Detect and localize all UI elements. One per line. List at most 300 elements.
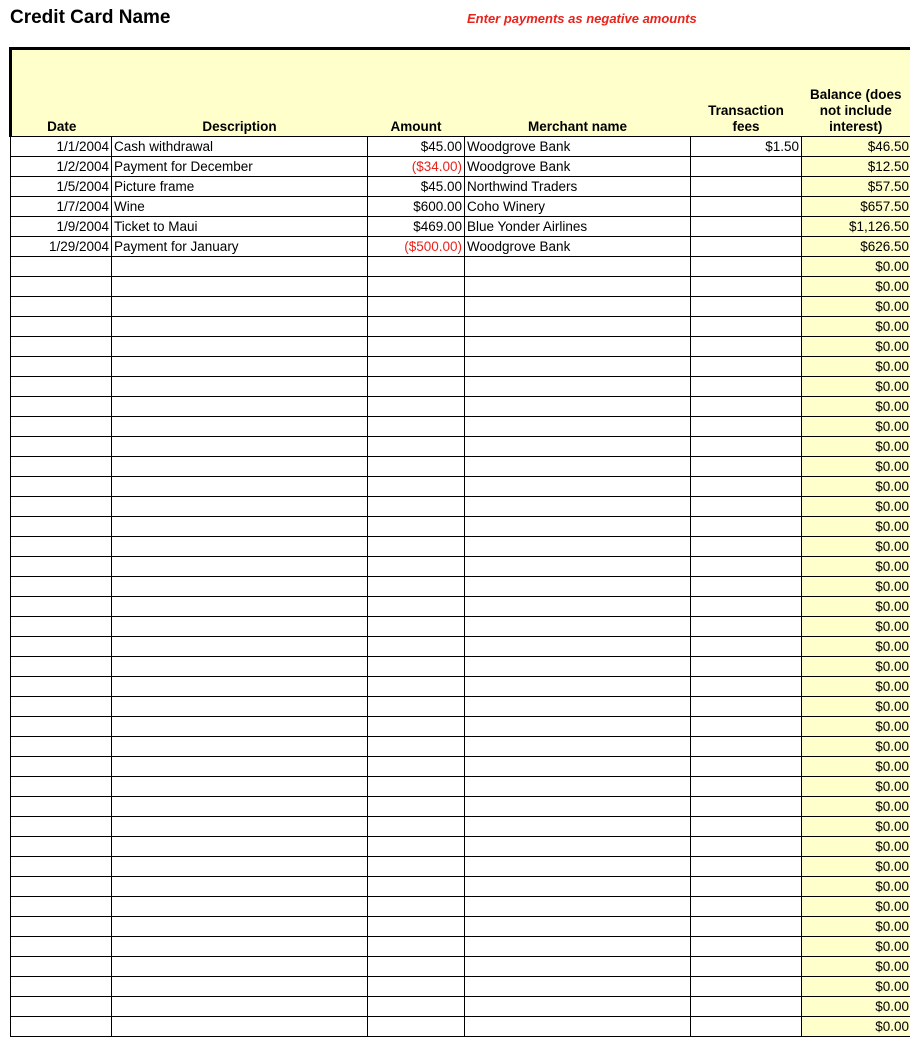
fees-cell[interactable] (691, 497, 802, 517)
amount-cell[interactable] (368, 737, 465, 757)
fees-cell[interactable] (691, 597, 802, 617)
amount-cell[interactable]: $45.00 (368, 137, 465, 157)
description-cell[interactable] (112, 977, 368, 997)
description-cell[interactable] (112, 817, 368, 837)
empty-row (11, 797, 911, 817)
balance-cell[interactable]: $0.00 (802, 257, 911, 277)
fees-cell[interactable] (691, 877, 802, 897)
description-cell[interactable] (112, 997, 368, 1017)
amount-cell[interactable] (368, 297, 465, 317)
fees-cell[interactable] (691, 457, 802, 477)
amount-cell[interactable]: ($34.00) (368, 157, 465, 177)
empty-row (11, 377, 911, 397)
merchant-cell[interactable] (465, 737, 691, 757)
date-cell[interactable] (11, 737, 112, 757)
date-cell[interactable] (11, 317, 112, 337)
date-cell[interactable] (11, 457, 112, 477)
fees-cell[interactable] (691, 297, 802, 317)
fees-cell[interactable] (691, 837, 802, 857)
merchant-cell[interactable] (465, 637, 691, 657)
merchant-cell[interactable] (465, 937, 691, 957)
description-cell[interactable] (112, 737, 368, 757)
header-balance[interactable]: Balance (does not include interest) (802, 49, 911, 137)
fees-cell[interactable] (691, 697, 802, 717)
date-cell[interactable] (11, 877, 112, 897)
merchant-cell[interactable] (465, 277, 691, 297)
date-cell[interactable] (11, 437, 112, 457)
merchant-cell[interactable] (465, 777, 691, 797)
date-cell[interactable] (11, 257, 112, 277)
amount-cell[interactable] (368, 497, 465, 517)
amount-cell[interactable]: $600.00 (368, 197, 465, 217)
description-cell[interactable] (112, 277, 368, 297)
balance-cell[interactable]: $0.00 (802, 297, 911, 317)
balance-cell[interactable]: $0.00 (802, 497, 911, 517)
amount-cell[interactable] (368, 277, 465, 297)
amount-cell[interactable] (368, 577, 465, 597)
merchant-cell[interactable] (465, 537, 691, 557)
fees-cell[interactable] (691, 197, 802, 217)
amount-cell[interactable] (368, 377, 465, 397)
merchant-cell[interactable] (465, 477, 691, 497)
balance-cell[interactable]: $0.00 (802, 697, 911, 717)
description-cell[interactable]: Ticket to Maui (112, 217, 368, 237)
empty-row (11, 917, 911, 937)
fees-cell[interactable] (691, 317, 802, 337)
merchant-cell[interactable] (465, 877, 691, 897)
header-date[interactable]: Date (11, 49, 112, 137)
payment-note: Enter payments as negative amounts (467, 11, 697, 26)
date-cell[interactable] (11, 657, 112, 677)
merchant-cell[interactable] (465, 697, 691, 717)
fees-cell[interactable] (691, 777, 802, 797)
description-cell[interactable]: Picture frame (112, 177, 368, 197)
date-cell[interactable] (11, 497, 112, 517)
merchant-cell[interactable]: Blue Yonder Airlines (465, 217, 691, 237)
amount-cell[interactable] (368, 657, 465, 677)
fees-cell[interactable] (691, 977, 802, 997)
balance-cell[interactable]: $0.00 (802, 577, 911, 597)
balance-cell[interactable]: $0.00 (802, 777, 911, 797)
fees-cell[interactable] (691, 937, 802, 957)
fees-cell[interactable] (691, 577, 802, 597)
table-row (11, 137, 911, 157)
date-cell[interactable] (11, 617, 112, 637)
description-cell[interactable] (112, 337, 368, 357)
fees-cell[interactable] (691, 897, 802, 917)
fees-cell[interactable] (691, 357, 802, 377)
fees-cell[interactable] (691, 617, 802, 637)
description-cell[interactable] (112, 657, 368, 677)
amount-cell[interactable]: $45.00 (368, 177, 465, 197)
fees-cell[interactable] (691, 757, 802, 777)
date-cell[interactable]: 1/7/2004 (11, 197, 112, 217)
description-cell[interactable] (112, 857, 368, 877)
description-cell[interactable] (112, 537, 368, 557)
balance-cell[interactable]: $0.00 (802, 517, 911, 537)
date-cell[interactable] (11, 537, 112, 557)
balance-cell[interactable]: $626.50 (802, 237, 911, 257)
empty-row (11, 817, 911, 837)
amount-cell[interactable] (368, 617, 465, 637)
fees-cell[interactable] (691, 277, 802, 297)
balance-cell[interactable]: $0.00 (802, 457, 911, 477)
amount-cell[interactable] (368, 857, 465, 877)
merchant-cell[interactable] (465, 917, 691, 937)
date-cell[interactable] (11, 297, 112, 317)
description-cell[interactable] (112, 877, 368, 897)
description-cell[interactable] (112, 757, 368, 777)
merchant-cell[interactable] (465, 657, 691, 677)
balance-cell[interactable]: $12.50 (802, 157, 911, 177)
description-cell[interactable] (112, 837, 368, 857)
amount-cell[interactable] (368, 397, 465, 417)
table-row (11, 157, 911, 177)
merchant-cell[interactable]: Woodgrove Bank (465, 157, 691, 177)
date-cell[interactable] (11, 277, 112, 297)
header-amount[interactable]: Amount (368, 49, 465, 137)
amount-cell[interactable] (368, 477, 465, 497)
balance-cell[interactable]: $0.00 (802, 637, 911, 657)
amount-cell[interactable] (368, 677, 465, 697)
balance-cell[interactable]: $0.00 (802, 477, 911, 497)
balance-cell[interactable]: $0.00 (802, 357, 911, 377)
amount-cell[interactable] (368, 977, 465, 997)
merchant-cell[interactable]: Woodgrove Bank (465, 237, 691, 257)
amount-cell[interactable] (368, 637, 465, 657)
merchant-cell[interactable] (465, 997, 691, 1017)
amount-cell[interactable] (368, 457, 465, 477)
balance-cell[interactable]: $0.00 (802, 737, 911, 757)
description-cell[interactable] (112, 357, 368, 377)
date-cell[interactable] (11, 357, 112, 377)
balance-cell[interactable]: $46.50 (802, 137, 911, 157)
fees-cell[interactable] (691, 397, 802, 417)
merchant-cell[interactable]: Northwind Traders (465, 177, 691, 197)
balance-cell[interactable]: $0.00 (802, 617, 911, 637)
empty-row (11, 417, 911, 437)
merchant-cell[interactable] (465, 957, 691, 977)
empty-row (11, 637, 911, 657)
merchant-cell[interactable] (465, 257, 691, 277)
description-cell[interactable] (112, 477, 368, 497)
amount-cell[interactable] (368, 937, 465, 957)
description-cell[interactable] (112, 697, 368, 717)
merchant-cell[interactable] (465, 577, 691, 597)
description-cell[interactable]: Payment for December (112, 157, 368, 177)
amount-cell[interactable] (368, 557, 465, 577)
date-cell[interactable] (11, 757, 112, 777)
balance-cell[interactable]: $0.00 (802, 677, 911, 697)
balance-cell[interactable]: $1,126.50 (802, 217, 911, 237)
empty-row (11, 837, 911, 857)
description-cell[interactable] (112, 797, 368, 817)
balance-cell[interactable]: $0.00 (802, 537, 911, 557)
fees-cell[interactable] (691, 217, 802, 237)
fees-cell[interactable] (691, 557, 802, 577)
fees-cell[interactable] (691, 717, 802, 737)
fees-cell[interactable] (691, 677, 802, 697)
amount-cell[interactable] (368, 257, 465, 277)
balance-cell[interactable]: $0.00 (802, 597, 911, 617)
date-cell[interactable] (11, 697, 112, 717)
date-cell[interactable] (11, 717, 112, 737)
amount-cell[interactable] (368, 797, 465, 817)
date-cell[interactable] (11, 817, 112, 837)
merchant-cell[interactable] (465, 497, 691, 517)
fees-cell[interactable] (691, 917, 802, 937)
description-cell[interactable] (112, 897, 368, 917)
empty-row (11, 677, 911, 697)
description-cell[interactable] (112, 497, 368, 517)
balance-cell[interactable]: $0.00 (802, 397, 911, 417)
amount-cell[interactable] (368, 777, 465, 797)
date-cell[interactable] (11, 897, 112, 917)
merchant-cell[interactable] (465, 797, 691, 817)
balance-cell[interactable]: $0.00 (802, 897, 911, 917)
fees-cell[interactable] (691, 437, 802, 457)
amount-cell[interactable] (368, 817, 465, 837)
fees-cell[interactable]: $1.50 (691, 137, 802, 157)
fees-cell[interactable] (691, 817, 802, 837)
merchant-cell[interactable] (465, 417, 691, 437)
date-cell[interactable] (11, 417, 112, 437)
date-cell[interactable]: 1/5/2004 (11, 177, 112, 197)
empty-row (11, 477, 911, 497)
amount-cell[interactable] (368, 317, 465, 337)
date-cell[interactable] (11, 677, 112, 697)
merchant-cell[interactable] (465, 597, 691, 617)
date-cell[interactable]: 1/2/2004 (11, 157, 112, 177)
balance-cell[interactable]: $0.00 (802, 837, 911, 857)
fees-cell[interactable] (691, 737, 802, 757)
date-cell[interactable] (11, 857, 112, 877)
description-cell[interactable] (112, 457, 368, 477)
description-cell[interactable] (112, 777, 368, 797)
description-cell[interactable] (112, 397, 368, 417)
merchant-cell[interactable] (465, 717, 691, 737)
date-cell[interactable] (11, 337, 112, 357)
empty-row (11, 657, 911, 677)
balance-cell[interactable]: $657.50 (802, 197, 911, 217)
balance-cell[interactable]: $0.00 (802, 977, 911, 997)
amount-cell[interactable]: ($500.00) (368, 237, 465, 257)
header-row (11, 49, 911, 137)
merchant-cell[interactable] (465, 337, 691, 357)
amount-cell[interactable] (368, 997, 465, 1017)
merchant-cell[interactable] (465, 897, 691, 917)
amount-cell[interactable] (368, 517, 465, 537)
empty-row (11, 317, 911, 337)
date-cell[interactable] (11, 797, 112, 817)
fees-cell[interactable] (691, 337, 802, 357)
balance-cell[interactable]: $0.00 (802, 797, 911, 817)
amount-cell[interactable] (368, 597, 465, 617)
description-cell[interactable] (112, 957, 368, 977)
merchant-cell[interactable] (465, 617, 691, 637)
register-sheet (9, 47, 910, 1037)
date-cell[interactable] (11, 577, 112, 597)
merchant-cell[interactable] (465, 837, 691, 857)
description-cell[interactable]: Payment for January (112, 237, 368, 257)
fees-cell[interactable] (691, 657, 802, 677)
amount-cell[interactable] (368, 337, 465, 357)
balance-cell[interactable]: $0.00 (802, 377, 911, 397)
date-cell[interactable] (11, 517, 112, 537)
description-cell[interactable] (112, 617, 368, 637)
amount-cell[interactable] (368, 437, 465, 457)
balance-cell[interactable]: $0.00 (802, 917, 911, 937)
balance-cell[interactable]: $0.00 (802, 717, 911, 737)
date-cell[interactable] (11, 837, 112, 857)
description-cell[interactable]: Wine (112, 197, 368, 217)
amount-cell[interactable] (368, 957, 465, 977)
description-cell[interactable] (112, 417, 368, 437)
description-cell[interactable] (112, 637, 368, 657)
amount-cell[interactable] (368, 837, 465, 857)
date-cell[interactable] (11, 957, 112, 977)
balance-cell[interactable]: $0.00 (802, 817, 911, 837)
balance-cell[interactable]: $0.00 (802, 437, 911, 457)
amount-cell[interactable] (368, 537, 465, 557)
date-cell[interactable] (11, 477, 112, 497)
merchant-cell[interactable]: Woodgrove Bank (465, 137, 691, 157)
merchant-cell[interactable] (465, 977, 691, 997)
description-cell[interactable] (112, 597, 368, 617)
amount-cell[interactable] (368, 717, 465, 737)
amount-cell[interactable] (368, 697, 465, 717)
merchant-cell[interactable] (465, 357, 691, 377)
fees-cell[interactable] (691, 517, 802, 537)
empty-row (11, 937, 911, 957)
fees-cell[interactable] (691, 377, 802, 397)
transactions-table (9, 47, 910, 1037)
fees-cell[interactable] (691, 957, 802, 977)
fees-cell[interactable] (691, 177, 802, 197)
amount-cell[interactable] (368, 757, 465, 777)
empty-row (11, 957, 911, 977)
fees-cell[interactable] (691, 157, 802, 177)
balance-cell[interactable]: $0.00 (802, 417, 911, 437)
header-description[interactable]: Description (112, 49, 368, 137)
description-cell[interactable] (112, 317, 368, 337)
merchant-cell[interactable] (465, 377, 691, 397)
merchant-cell[interactable] (465, 517, 691, 537)
empty-row (11, 897, 911, 917)
empty-row (11, 757, 911, 777)
description-cell[interactable] (112, 577, 368, 597)
merchant-cell[interactable] (465, 457, 691, 477)
amount-cell[interactable] (368, 417, 465, 437)
amount-cell[interactable] (368, 897, 465, 917)
merchant-cell[interactable]: Coho Winery (465, 197, 691, 217)
header-fees[interactable]: Transaction fees (691, 49, 802, 137)
date-cell[interactable] (11, 637, 112, 657)
merchant-cell[interactable] (465, 817, 691, 837)
balance-cell[interactable]: $0.00 (802, 877, 911, 897)
empty-row (11, 697, 911, 717)
fees-cell[interactable] (691, 237, 802, 257)
description-cell[interactable] (112, 557, 368, 577)
description-cell[interactable]: Cash withdrawal (112, 137, 368, 157)
date-cell[interactable] (11, 397, 112, 417)
merchant-cell[interactable] (465, 857, 691, 877)
empty-row (11, 297, 911, 317)
fees-cell[interactable] (691, 257, 802, 277)
header-merchant[interactable]: Merchant name (465, 49, 691, 137)
empty-row (11, 557, 911, 577)
balance-cell[interactable]: $0.00 (802, 937, 911, 957)
empty-row (11, 517, 911, 537)
description-cell[interactable] (112, 937, 368, 957)
empty-row (11, 537, 911, 557)
date-cell[interactable] (11, 597, 112, 617)
date-cell[interactable] (11, 937, 112, 957)
fees-cell[interactable] (691, 797, 802, 817)
merchant-cell[interactable] (465, 437, 691, 457)
merchant-cell[interactable] (465, 397, 691, 417)
description-cell[interactable] (112, 677, 368, 697)
empty-row (11, 737, 911, 757)
date-cell[interactable] (11, 917, 112, 937)
balance-cell[interactable]: $0.00 (802, 557, 911, 577)
empty-row (11, 277, 911, 297)
description-cell[interactable] (112, 257, 368, 277)
balance-cell[interactable]: $0.00 (802, 657, 911, 677)
amount-cell[interactable] (368, 917, 465, 937)
date-cell[interactable] (11, 977, 112, 997)
fees-cell[interactable] (691, 857, 802, 877)
description-cell[interactable] (112, 297, 368, 317)
amount-cell[interactable] (368, 357, 465, 377)
merchant-cell[interactable] (465, 557, 691, 577)
fees-cell[interactable] (691, 537, 802, 557)
balance-cell[interactable]: $57.50 (802, 177, 911, 197)
description-cell[interactable] (112, 377, 368, 397)
amount-cell[interactable]: $469.00 (368, 217, 465, 237)
fees-cell[interactable] (691, 417, 802, 437)
balance-cell[interactable]: $0.00 (802, 857, 911, 877)
description-cell[interactable] (112, 437, 368, 457)
fees-cell[interactable] (691, 477, 802, 497)
date-cell[interactable] (11, 997, 112, 1017)
merchant-cell[interactable] (465, 677, 691, 697)
balance-cell[interactable]: $0.00 (802, 957, 911, 977)
balance-cell[interactable]: $0.00 (802, 277, 911, 297)
merchant-cell[interactable] (465, 317, 691, 337)
date-cell[interactable]: 1/1/2004 (11, 137, 112, 157)
date-cell[interactable]: 1/9/2004 (11, 217, 112, 237)
merchant-cell[interactable] (465, 297, 691, 317)
description-cell[interactable] (112, 917, 368, 937)
balance-cell[interactable]: $0.00 (802, 1017, 911, 1037)
date-cell[interactable] (11, 777, 112, 797)
balance-cell[interactable]: $0.00 (802, 997, 911, 1017)
fees-cell[interactable] (691, 637, 802, 657)
balance-cell[interactable]: $0.00 (802, 317, 911, 337)
date-cell[interactable] (11, 557, 112, 577)
balance-cell[interactable]: $0.00 (802, 337, 911, 357)
balance-cell[interactable]: $0.00 (802, 757, 911, 777)
date-cell[interactable] (11, 377, 112, 397)
merchant-cell[interactable] (465, 757, 691, 777)
amount-cell[interactable] (368, 877, 465, 897)
empty-row (11, 717, 911, 737)
date-cell[interactable]: 1/29/2004 (11, 237, 112, 257)
fees-cell[interactable] (691, 997, 802, 1017)
description-cell[interactable] (112, 517, 368, 537)
description-cell[interactable] (112, 717, 368, 737)
